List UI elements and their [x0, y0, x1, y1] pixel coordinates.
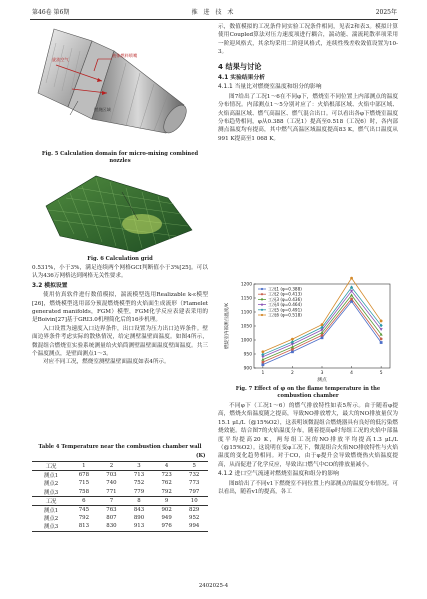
legend-label: 工况6 (φ=0.518)	[268, 312, 302, 318]
table-row: 测点2 792 807 890 949 952	[43, 515, 200, 523]
legend-label: 工况1 (φ=0.388)	[268, 286, 302, 292]
table-header-row: 工况 6 7 8 9 10	[32, 496, 208, 505]
section-4-1-2-heading: 4.1.2 进口空气流速对燃烧室温度和组分的影响	[218, 471, 339, 478]
left-paragraph-gci: 0.531%，小于3%，满足连续两个网格GCI判断值小于3%[25]。可以认为436万网格达到网格无关性要求。	[32, 265, 208, 280]
legend-marker	[261, 304, 263, 306]
section-4-1-1-heading: 4.1.1 当量比对燃烧室温度和组分的影响	[218, 84, 322, 91]
table-header-row: 工况 1 2 3 4 5	[32, 462, 208, 471]
right-paragraph-emissions: 不同φ下（工况1～6）的燃气排放特性如表5所示。由于随着φ提高，燃烧火焰温度随之提高，导致NO排放增大，最大的NO排放量仅为15.1 μL/L（@15%O2），这表明该微混组合燃烧器具有良好的低污染燃烧效能。结合图7的火焰温度分布，随着提高φ时每组工况的火焰中部温度平均提高20 K，两每组工况的NO排放平均提高1.3 μL/L（@15%O2）。这说明在变φ工况下，微混组合火焰NO排放特性与火焰温度的变化趋势相同。对于CO，由于φ提升会导致燃烧热火焰温度提高，从而促进了化学反应，导致出口燃气中CO的排放量减小。	[218, 403, 398, 468]
fig6-caption: Fig. 6 Calculation grid	[87, 256, 153, 262]
y-tick-label: 1150	[240, 296, 252, 302]
data-point	[261, 363, 264, 366]
fig7-caption-line2: combustion chamber	[277, 393, 339, 399]
data-point	[291, 348, 294, 351]
legend-label: 工况5 (φ=0.491)	[268, 307, 302, 313]
right-column-bottom-text	[218, 402, 398, 496]
table-row: 测点3 813 830 913 976 994	[32, 522, 208, 531]
data-point	[261, 361, 264, 364]
fig6-image	[38, 170, 200, 254]
y-tick-label: 1000	[240, 338, 252, 344]
data-point	[321, 334, 324, 337]
header-rule	[30, 19, 398, 20]
y-tick-label: 900	[243, 366, 252, 372]
section-4-heading: 4 结果与讨论	[218, 61, 262, 71]
data-point	[350, 297, 353, 300]
y-tick-label: 1200	[240, 282, 252, 288]
journal-volume-issue: 第46卷 第6期	[32, 9, 70, 16]
fig7-caption-line1: Fig. 7 Effect of φ on the flame temperature in the	[235, 386, 381, 392]
fig5-label-mix: 燃烧区域	[94, 107, 111, 112]
x-tick-label: 5	[379, 371, 383, 376]
fig5-label-nozzle: 液体燃料喷嘴	[112, 53, 138, 58]
left-paragraph-table-ref: 对应不同工况，燃烧室测壁温壁面温度如表4所示。	[43, 359, 170, 366]
fig5-caption-line1: Fig. 5 Calculation domain for micro-mixing combined	[41, 151, 199, 157]
right-column-top-text	[218, 23, 398, 143]
fig5-caption-line2: nozzles	[109, 158, 131, 164]
legend-label: 工况4 (φ=0.464)	[268, 302, 302, 308]
data-point	[291, 338, 294, 341]
data-point	[350, 277, 353, 280]
left-paragraph-boundary: 入口设置为速度入口边界条件，出口设置为压力出口边界条件。壁面边界条件考虑实际的散热情况，给定测壁温壁面温度。如图4所示，微混组合燃烧室实验系统测量给火焰筒测壁温壁面温度壁面温度。共三个温度测点，是壁面测点1～3。	[32, 325, 208, 358]
table4	[32, 461, 208, 532]
x-axis-label: 测点	[317, 378, 327, 383]
journal-year: 2025年	[375, 9, 397, 16]
table-row: 测点2 715 740 752 762 773	[43, 480, 200, 488]
y-tick-label: 1050	[240, 324, 252, 330]
fig5-label-swirl: 旋流空气	[52, 57, 69, 62]
data-point	[380, 320, 383, 323]
data-point	[321, 336, 324, 339]
y-axis-label: 燃烧室内部测点温度/K	[225, 303, 230, 349]
left-column-text	[32, 264, 208, 367]
table4-unit: (K)	[196, 453, 206, 459]
right-paragraph-fig8: 图8给出了不同v1下燃烧室不同位置上内部测点的温度分布情况。可以看出，随着v1的提高，各工	[218, 480, 398, 496]
legend-marker	[261, 298, 263, 300]
legend-label: 工况2 (φ=0.413)	[268, 291, 302, 297]
section-3-2-heading: 3.2 模拟设置	[32, 282, 68, 289]
right-paragraph-fig7: 图7给出了工况1～6在不同φ下，燃烧室不同位置上内部测点的温度分布情况。内部测点1～5分别对应了：火焰根部区域、火焰中部区域、火焰高温区域、燃气高温区、燃气混合出口。可以看出各φ下燃烧室温度分布趋势相同，φ从0.388（工况1）提高至0.518（工况6）时，各内部测点温度均有提高，其中燃气高温区域温度提高83 K，燃气出口温度从991 K提高至1 068 K。	[218, 93, 398, 142]
journal-title: 推 进 技 术	[191, 9, 236, 16]
data-point	[261, 350, 264, 353]
legend-marker	[261, 309, 263, 311]
data-point	[380, 337, 383, 340]
data-point	[350, 294, 353, 297]
right-paragraph-solver: 示，数值模拟的工况条件同实验工况条件相同，见表2和表3。模拟计算使用Coupled算法对压力速度项进行耦合，湍动能、湍流耗散率项采用一阶迎风格式，其余均采用二阶迎风格式，连续性残差收敛值设置为10-3。	[218, 24, 398, 56]
table-row: 测点3 758 771 779 792 797	[43, 488, 200, 496]
y-tick-label: 950	[243, 352, 252, 358]
table-row: 测点1 678 703 713 723 732	[32, 471, 208, 480]
y-tick-label: 1100	[240, 310, 252, 316]
table4-title: Table 4 Temperature near the combustion chamber wall	[38, 444, 202, 450]
data-point	[291, 350, 294, 353]
legend-marker	[261, 293, 263, 295]
x-tick-label: 1	[261, 371, 265, 376]
fig7-svg	[220, 276, 396, 384]
x-tick-label: 3	[320, 371, 324, 376]
legend-marker	[261, 314, 263, 316]
table-row: 测点1 745 763 843 902 829	[32, 505, 208, 514]
page-number: 2402025-4	[198, 583, 229, 589]
legend-label: 工况3 (φ=0.436)	[268, 296, 302, 302]
left-paragraph-models: 使用仿真软件进行数值模拟，湍流模型选用Realizable k-ε模型[26]，燃烧模型选用部分预混燃烧模型的火焰面生成流形（Flamelet generated manifolds，FGM）模型，FGM化学反应表建表采用的是Boivin[27]基于GRI3.0机理简化后的16步机理。	[32, 292, 208, 324]
fig5-image	[32, 23, 202, 149]
data-point	[380, 341, 383, 344]
fig7-chart	[220, 276, 396, 384]
x-tick-label: 2	[291, 371, 294, 376]
legend-marker	[261, 288, 263, 290]
x-tick-label: 4	[350, 371, 353, 376]
data-point	[321, 323, 324, 326]
data-point	[380, 328, 383, 331]
section-4-1-heading: 4.1 实验结果分析	[218, 75, 266, 82]
